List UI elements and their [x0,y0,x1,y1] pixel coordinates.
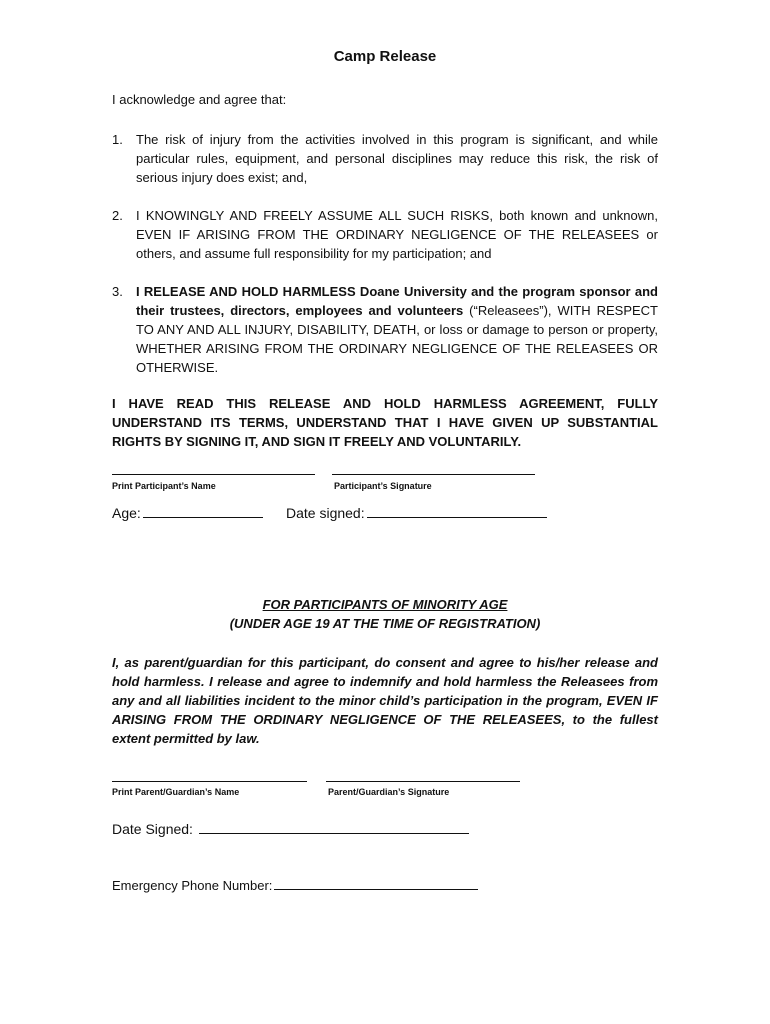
item-number: 3. [112,284,123,299]
date-signed-field [286,503,547,521]
participant-signature-caption: Participant’s Signature [334,481,432,491]
guardian-consent-text: I, as parent/guardian for this participant, do consent and agree to his/her release and hold harmless. I release and agree to indemnify and hold harmless the Releasees from any and all liabilities incident to the minor child’s participation in the program, EVEN IF ARISING FROM THE ORDINARY NEGLIGENCE OF THE RELEASEES, to the fullest extent permitted by law. [112,655,658,746]
age-input-line[interactable] [143,503,263,518]
item-number: 2. [112,208,123,223]
intro-text: I acknowledge and agree that: [112,92,287,107]
emergency-phone-field [112,875,478,893]
guardian-signature-caption: Parent/Guardian’s Signature [328,787,450,797]
guardian-signature-line[interactable] [326,781,520,782]
guardian-name-caption: Print Parent/Guardian’s Name [112,787,240,797]
emergency-phone-input-line[interactable] [274,875,478,890]
minor-section-heading: FOR PARTICIPANTS OF MINORITY AGE [262,597,508,612]
age-field [112,503,263,521]
date-signed-input-line[interactable] [367,503,547,518]
item-text: I KNOWINGLY AND FREELY ASSUME ALL SUCH RISKS, both known and unknown, EVEN IF ARISING FROM THE ORDINARY NEGLIGENCE OF THE RELEASEES or others, and assume full responsibility for my participation; and [136,208,658,261]
participant-signature-line[interactable] [332,474,535,475]
item-bold-text: I RELEASE AND HOLD HARMLESS Doane University and the program sponsor and their trustees, directors, employees and volunteers [136,284,658,318]
participant-name-caption: Print Participant’s Name [112,481,216,491]
item-number: 1. [112,132,123,147]
guardian-date-label: Date Signed: [112,821,193,837]
document-title: Camp Release [333,48,437,65]
emergency-phone-label: Emergency Phone Number: [112,878,273,893]
acknowledgement-text: I HAVE READ THIS RELEASE AND HOLD HARMLESS AGREEMENT, FULLY UNDERSTAND ITS TERMS, UNDERSTAND THAT I HAVE GIVEN UP SUBSTANTIAL RIGHTS BY SIGNING IT, AND SIGN IT FREELY AND VOLUNTARILY. [112,396,658,449]
list-item [112,130,658,187]
minor-section-subheading: (UNDER AGE 19 AT THE TIME OF REGISTRATION) [229,616,541,631]
guardian-date-input-line[interactable] [199,819,469,834]
guardian-name-line[interactable] [112,781,307,782]
list-item [112,206,658,263]
age-label: Age: [112,505,141,521]
item-text [136,282,658,377]
guardian-date-field [112,819,469,837]
date-signed-label: Date signed: [286,505,365,521]
item-regular-text: (“Releasees”), WITH RESPECT TO ANY AND ALL INJURY, DISABILITY, DEATH, or loss or damage to person or property, WHETHER ARISING FROM THE ORDINARY NEGLIGENCE OF THE RELEASEES OR OTHERWISE. [136,303,658,375]
list-item [112,282,658,377]
item-text: The risk of injury from the activities involved in this program is significant, and while particular rules, equipment, and personal disciplines may reduce this risk, the risk of serious injury does exist; and, [136,132,658,185]
participant-name-line[interactable] [112,474,315,475]
